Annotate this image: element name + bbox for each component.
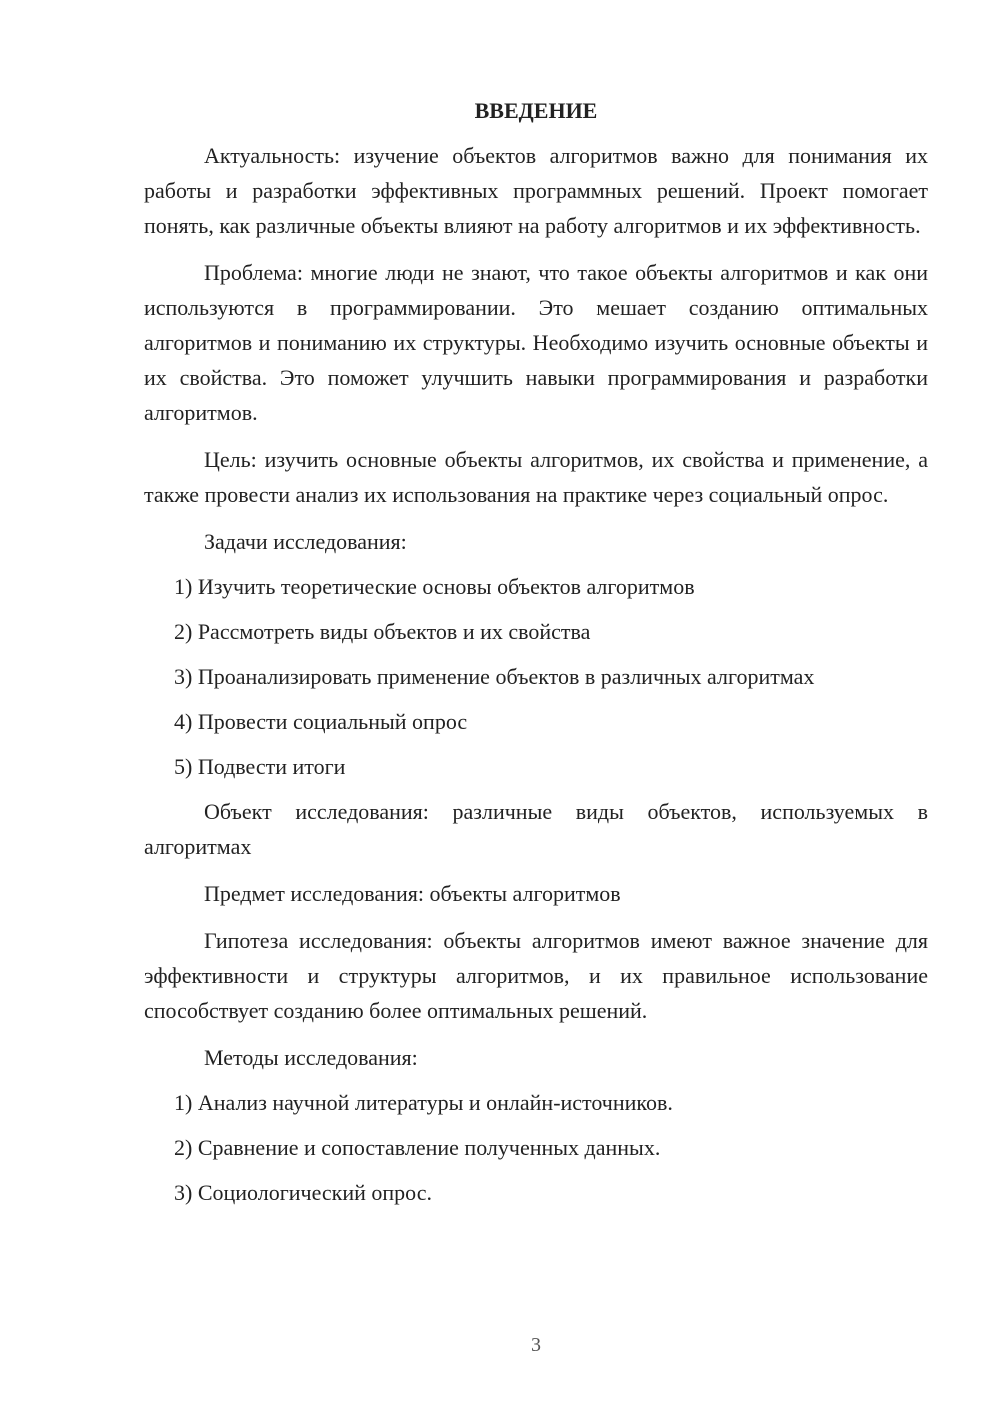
section-title: ВВЕДЕНИЕ xyxy=(474,98,598,123)
methods-list xyxy=(144,1085,928,1210)
methods-label: Методы исследования: xyxy=(204,1045,418,1070)
task-item: 1) Изучить теоретические основы объектов алгоритмов xyxy=(174,574,695,599)
relevance-paragraph: Актуальность: изучение объектов алгоритмов важно для понимания их работы и разработки эффективных программных решений. Проект помогает понять, как различные объекты влияют на работу алгоритмов и их эффективность. xyxy=(144,143,928,238)
tasks-label: Задачи исследования: xyxy=(204,529,407,554)
method-item: 1) Анализ научной литературы и онлайн-источников. xyxy=(174,1090,673,1115)
task-item: 5) Подвести итоги xyxy=(174,754,346,779)
problem-paragraph: Проблема: многие люди не знают, что такое объекты алгоритмов и как они используются в программировании. Это мешает созданию оптимальных алгоритмов и пониманию их структуры. Необходимо изучить основные объекты и их свойства. Это поможет улучшить навыки программирования и разработки алгоритмов. xyxy=(144,260,928,425)
method-item: 2) Сравнение и сопоставление полученных данных. xyxy=(174,1135,661,1160)
task-item: 4) Провести социальный опрос xyxy=(174,709,468,734)
goal-paragraph: Цель: изучить основные объекты алгоритмов, их свойства и применение, а также провести анализ их использования на практике через социальный опрос. xyxy=(144,447,928,507)
subject-paragraph: Предмет исследования: объекты алгоритмов xyxy=(204,881,621,906)
tasks-list xyxy=(144,569,928,784)
hypothesis-paragraph: Гипотеза исследования: объекты алгоритмов имеют важное значение для эффективности и структуры алгоритмов, и их правильное использование способствует созданию более оптимальных решений. xyxy=(144,928,928,1023)
page-content xyxy=(144,96,928,1220)
task-item: 3) Проанализировать применение объектов в различных алгоритмах xyxy=(174,664,815,689)
page-number: 3 xyxy=(531,1334,541,1356)
task-item: 2) Рассмотреть виды объектов и их свойства xyxy=(174,619,591,644)
object-paragraph: Объект исследования: различные виды объектов, используемых в алгоритмах xyxy=(144,799,928,859)
method-item: 3) Социологический опрос. xyxy=(174,1180,432,1205)
